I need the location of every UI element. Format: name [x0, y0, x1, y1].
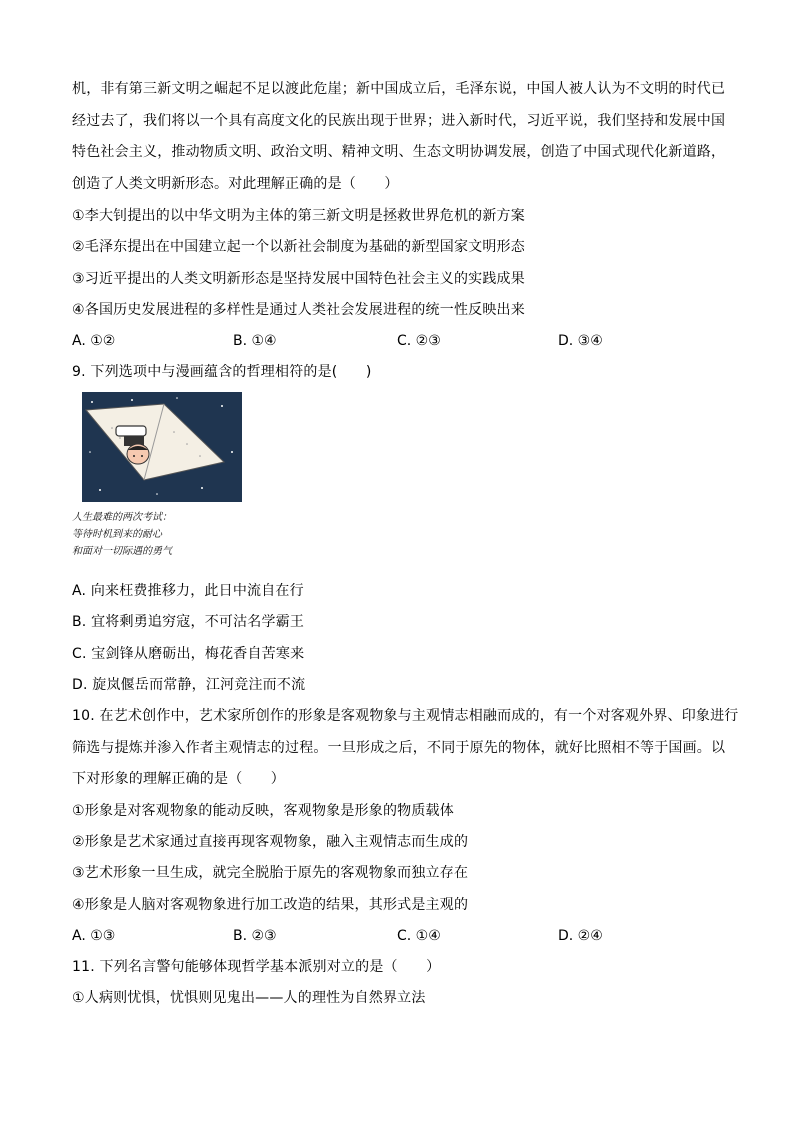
q9-cartoon-image	[72, 392, 242, 567]
q10-stem-line-1: 10. 在艺术创作中，艺术家所创作的形象是客观物象与主观情志相融而成的，有一个对客观外界、印象进行	[72, 708, 739, 724]
q8-option-b[interactable]: B. ①④	[233, 333, 277, 349]
q9-option-b[interactable]: B. 宜将剩勇追穷寇，不可沽名学霸王	[72, 614, 305, 630]
q8-statement-1: ①李大钊提出的以中华文明为主体的第三新文明是拯救世界危机的新方案	[72, 208, 525, 224]
boy-legs	[116, 426, 146, 436]
q10-stem-line-3: 下对形象的理解正确的是（ ）	[72, 771, 285, 787]
q8-statement-3: ③习近平提出的人类文明新形态是坚持发展中国特色社会主义的实践成果	[72, 271, 525, 287]
q8-option-a[interactable]: A. ①②	[72, 333, 116, 349]
q10-statement-4: ④形象是人脑对客观物象进行加工改造的结果，其形式是主观的	[72, 897, 469, 913]
q10-stem-line-2: 筛选与提炼并渗入作者主观情志的过程。一旦形成之后，不同于原先的物体，就好比照相不等于国画。以	[72, 740, 726, 756]
q9-option-d[interactable]: D. 旋岚偃岳而常静，江河竞注而不流	[72, 677, 306, 693]
q9-stem: 9. 下列选项中与漫画蕴含的哲理相符的是( )	[72, 364, 372, 380]
q10-option-a[interactable]: A. ①③	[72, 928, 116, 944]
q10-option-b[interactable]: B. ②③	[233, 928, 277, 944]
caption-line-1: 人生最难的两次考试：	[72, 512, 172, 523]
q11-statement-1: ①人病则忧惧，忧惧则见鬼出——人的理性为自然界立法	[72, 990, 426, 1006]
q8-statement-4: ④各国历史发展进程的多样性是通过人类社会发展进程的统一性反映出来	[72, 302, 525, 318]
q9-option-c[interactable]: C. 宝剑锋从磨砺出，梅花香自苦寒来	[72, 646, 305, 662]
q8-option-c[interactable]: C. ②③	[397, 333, 441, 349]
q10-statement-2: ②形象是艺术家通过直接再现客观物象，融入主观情志而生成的	[72, 834, 469, 850]
q10-option-d[interactable]: D. ②④	[558, 928, 603, 944]
q8-stem-line-2: 经过去了，我们将以一个具有高度文化的民族出现于世界；进入新时代，习近平说，我们坚持和发展中国	[72, 113, 726, 129]
q10-statement-1: ①形象是对客观物象的能动反映，客观物象是形象的物质载体	[72, 803, 454, 819]
q8-option-d[interactable]: D. ③④	[558, 333, 603, 349]
q10-option-c[interactable]: C. ①④	[397, 928, 441, 944]
caption-line-3: 和面对一切际遇的勇气	[72, 546, 172, 557]
q11-stem: 11. 下列名言警句能够体现哲学基本派别对立的是（ ）	[72, 959, 441, 975]
q8-stem-line-4: 创造了人类文明新形态。对此理解正确的是（ ）	[72, 176, 399, 192]
q8-stem-line-3: 特色社会主义，推动物质文明、政治文明、精神文明、生态文明协调发展，创造了中国式现代化新道路，	[72, 144, 726, 160]
q8-stem-line-1: 机，非有第三新文明之崛起不足以渡此危崖；新中国成立后，毛泽东说，中国人被人认为不文明的时代已	[72, 81, 726, 97]
q9-option-a[interactable]: A. 向来枉费推移力，此日中流自在行	[72, 583, 304, 599]
q8-statement-2: ②毛泽东提出在中国建立起一个以新社会制度为基础的新型国家文明形态	[72, 239, 525, 255]
q10-statement-3: ③艺术形象一旦生成，就完全脱胎于原先的客观物象而独立存在	[72, 865, 469, 881]
caption-line-2: 等待时机到来的耐心	[72, 529, 162, 540]
